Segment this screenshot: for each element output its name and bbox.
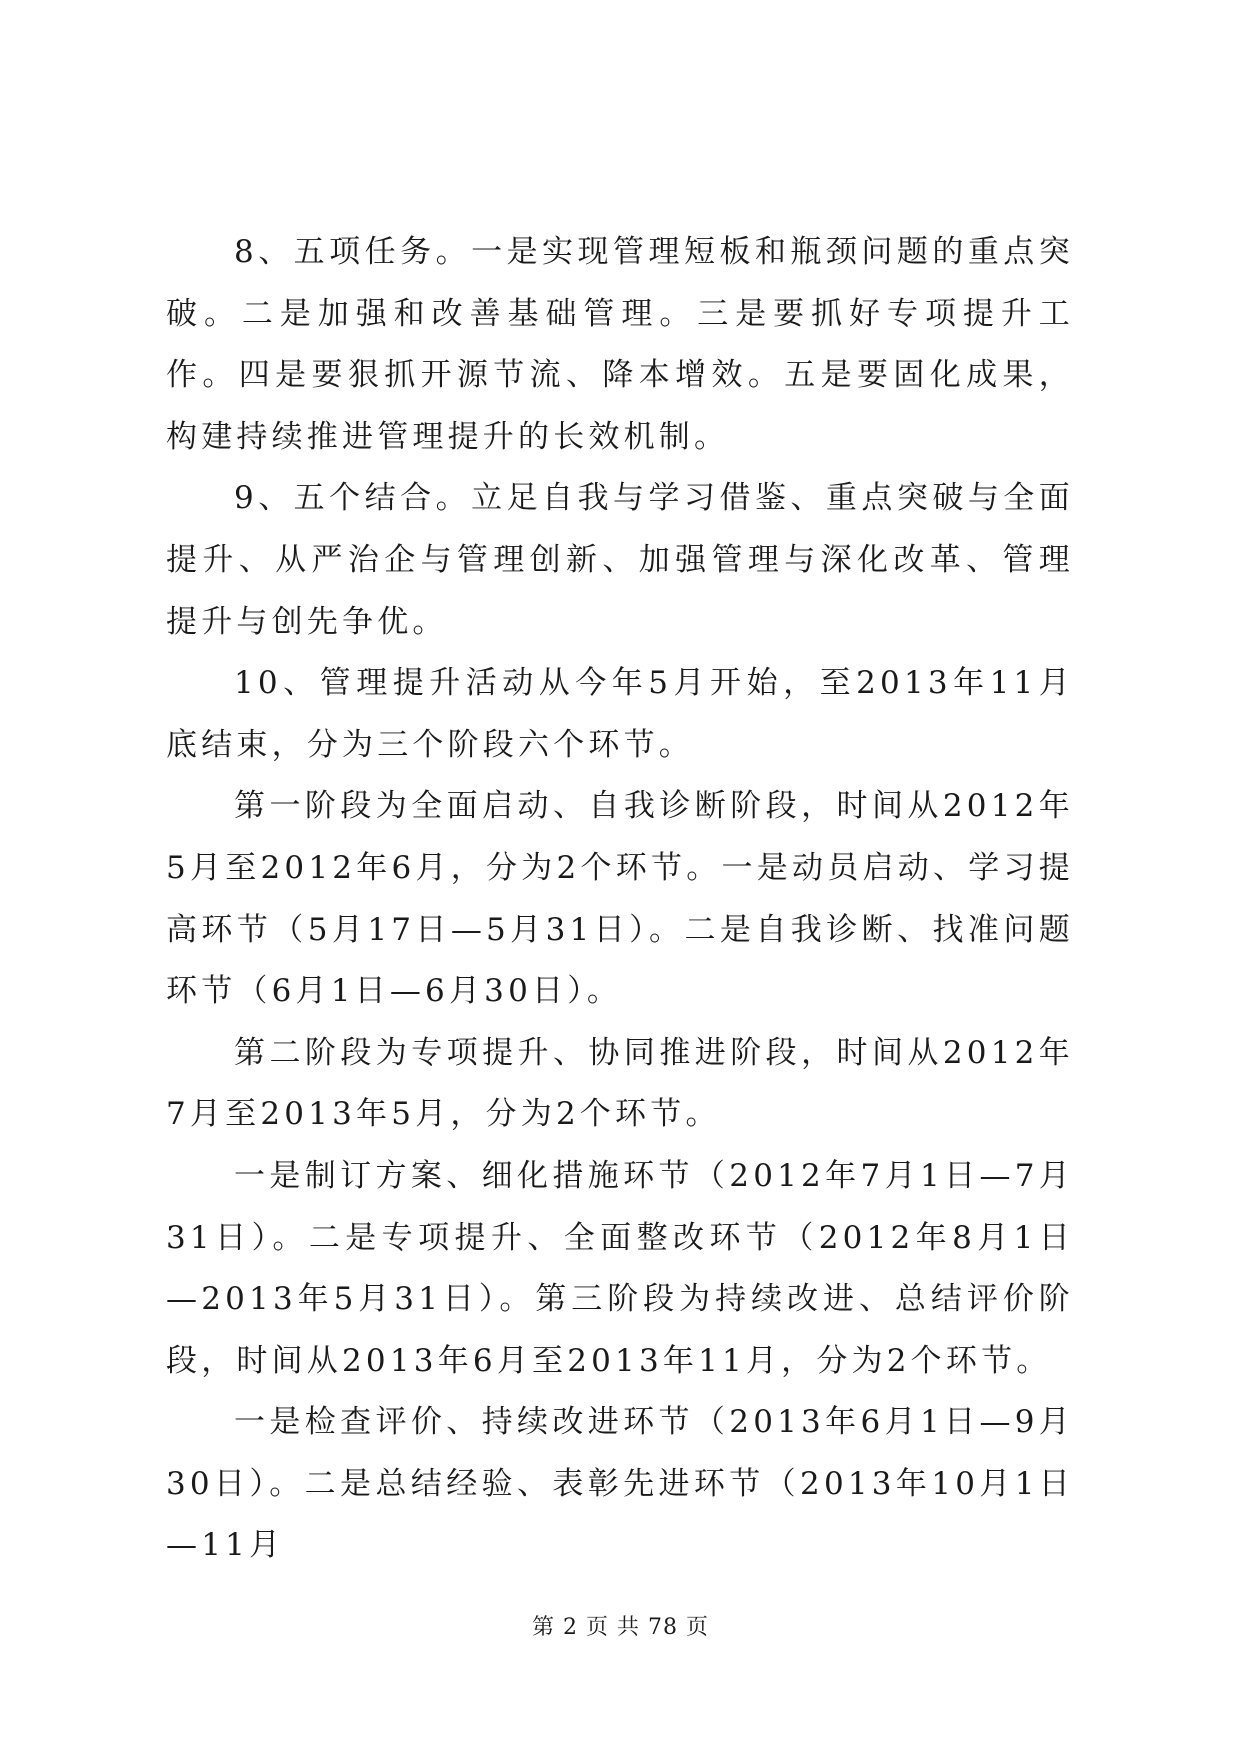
paragraph-item-8-five-tasks: 8、五项任务。一是实现管理短板和瓶颈问题的重点突破。二是加强和改善基础管理。三是要抓好专项提升工作。四是要狠抓开源节流、降本增效。五是要固化成果，构建持续推进管理提升的长效机制。 [166,234,1074,455]
paragraph-stage-two-steps: 一是制订方案、细化措施环节（2012年7月1日—7月31日）。二是专项提升、全面整改环节（2012年8月1日—2013年5月31日）。第三阶段为持续改进、总结评价阶段，时间从2013年6月至2013年11月，分为2个环节。 [166,1157,1074,1379]
paragraph-stage-one: 第一阶段为全面启动、自我诊断阶段，时间从2012年5月至2012年6月，分为2个环节。一是动员启动、学习提高环节（5月17日—5月31日）。二是自我诊断、找准问题环节（6月1日—6月30日）。 [166,788,1074,1010]
paragraph-item-9-five-combinations: 9、五个结合。立足自我与学习借鉴、重点突破与全面提升、从严治企与管理创新、加强管理与深化改革、管理提升与创先争优。 [166,480,1074,640]
document-body [166,222,1074,1577]
page-number-footer: 第 2 页 共 78 页 [532,1615,709,1640]
paragraph-stage-three-steps: 一是检查评价、持续改进环节（2013年6月1日—9月30日）。二是总结经验、表彰先进环节（2013年10月1日—11月 [166,1404,1074,1564]
paragraph-stage-two: 第二阶段为专项提升、协同推进阶段，时间从2012年7月至2013年5月，分为2个环节。 [166,1034,1074,1133]
paragraph-item-10-schedule: 10、管理提升活动从今年5月开始，至2013年11月底结束，分为三个阶段六个环节。 [166,665,1074,763]
